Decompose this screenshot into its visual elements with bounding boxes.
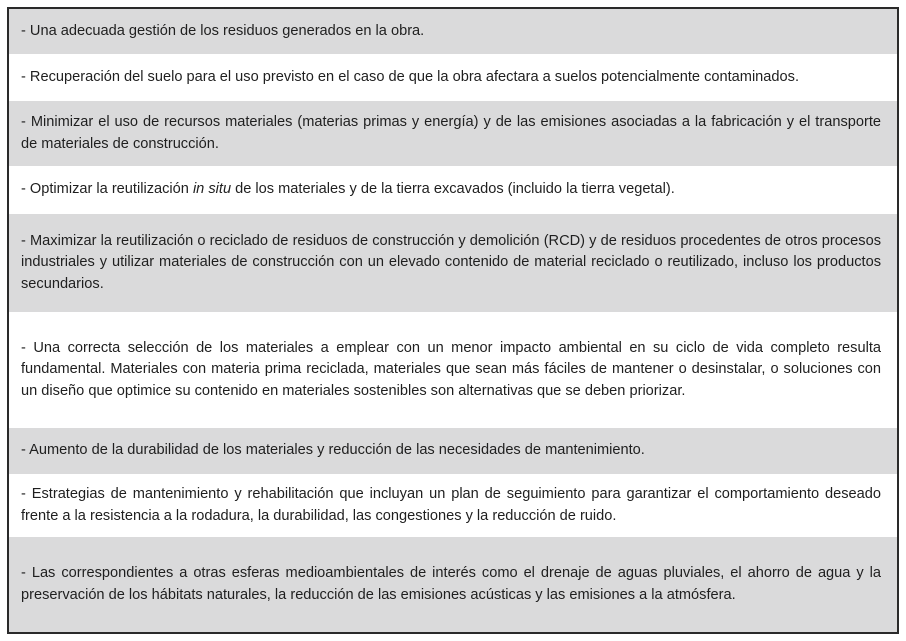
list-item — [9, 312, 897, 428]
item-text: - Estrategias de mantenimiento y rehabilitación que incluyan un plan de seguimiento para garantizar el comportamiento deseado frente a la resistencia a la rodadura, la durabilidad, las congestiones y la reducción de ruido. — [21, 486, 881, 524]
list-item — [9, 537, 897, 632]
item-text-after: de los materiales y de la tierra excavados (incluido la tierra vegetal). — [231, 181, 675, 198]
item-text-before: - Optimizar la reutilización — [21, 181, 193, 198]
item-text — [21, 179, 881, 201]
item-text: - Minimizar el uso de recursos materiales (materias primas y energía) y de las emisiones asociadas a la fabricación y el transporte de materiales de construcción. — [21, 114, 881, 152]
item-text: - Aumento de la durabilidad de los materiales y reducción de las necesidades de mantenimiento. — [21, 442, 645, 459]
list-item — [9, 214, 897, 312]
list-item — [9, 54, 897, 101]
item-text: - Maximizar la reutilización o reciclado de residuos de construcción y demolición (RCD) y de residuos procedentes de otros procesos industriales y utilizar materiales de construcción con un elevado contenido de material reciclado o reutilizado, incluso los productos secundarios. — [21, 232, 881, 292]
list-item — [9, 474, 897, 537]
item-text-italic: in situ — [192, 181, 232, 198]
item-text: - Una correcta selección de los materiales a emplear con un menor impacto ambiental en su ciclo de vida completo resulta fundamental. Materiales con materia prima reciclada, materiales que sean más fáciles de mantener o desinstalar, o soluciones con un diseño que optimice su contenido en materiales sostenibles son alternativas que se deben priorizar. — [21, 339, 881, 399]
list-item — [9, 166, 897, 214]
item-text: - Las correspondientes a otras esferas medioambientales de interés como el drenaje de aguas pluviales, el ahorro de agua y la preservación de los hábitats naturales, la reducción de las emisiones acústicas y las emisiones a la atmósfera. — [21, 565, 881, 603]
list-item — [9, 428, 897, 474]
measures-table — [7, 7, 899, 634]
list-item — [9, 9, 897, 54]
item-text: - Una adecuada gestión de los residuos generados en la obra. — [21, 22, 425, 39]
list-item — [9, 101, 897, 166]
item-text: - Recuperación del suelo para el uso previsto en el caso de que la obra afectara a suelos potencialmente contaminados. — [21, 68, 800, 85]
